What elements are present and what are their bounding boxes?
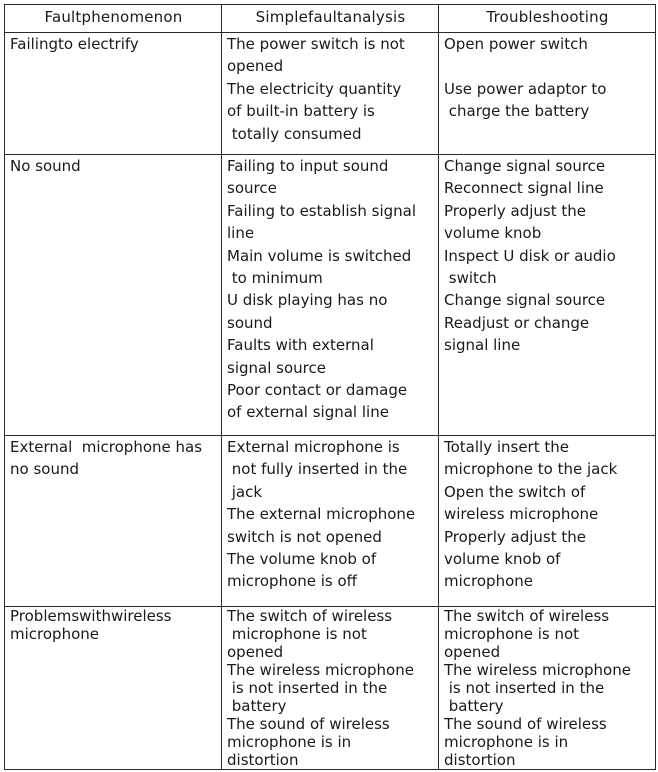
fault-cause-item bbox=[227, 155, 434, 200]
remedy-text: Reconnect signal line bbox=[444, 179, 604, 198]
remedy-text: switch bbox=[444, 269, 497, 288]
fault-cause-text: to minimum bbox=[227, 269, 323, 288]
remedy-text: distortion bbox=[444, 751, 516, 769]
remedy-text: wireless microphone bbox=[444, 505, 599, 524]
fault-cause-text: Poor contact or damage bbox=[227, 381, 408, 400]
fault-cause-text: Main volume is switched bbox=[227, 246, 412, 265]
remedy-item bbox=[444, 481, 651, 526]
fault-cause-item bbox=[227, 289, 434, 334]
remedy-text: The wireless microphone bbox=[444, 661, 631, 679]
fault-cause-text: of built-in battery is bbox=[227, 102, 375, 121]
fault-cause-item bbox=[227, 607, 434, 661]
table-row bbox=[5, 607, 656, 770]
remedy-text: battery bbox=[444, 697, 504, 715]
fault-cause-text: The volume knob of bbox=[227, 550, 377, 569]
fault-cause-item bbox=[227, 436, 434, 503]
table-row bbox=[5, 436, 656, 607]
remedy-text: The switch of wireless bbox=[444, 607, 610, 625]
remedy-item bbox=[444, 33, 651, 55]
remedy-item bbox=[444, 526, 651, 593]
fault-cause-text: battery bbox=[227, 697, 287, 715]
remedy-item bbox=[444, 312, 651, 357]
fault-cause-text: is not inserted in the bbox=[227, 679, 388, 697]
header-row bbox=[5, 5, 656, 33]
remedy-text: Readjust or change bbox=[444, 313, 590, 332]
remedy-item bbox=[444, 607, 651, 661]
remedy-item bbox=[444, 289, 651, 311]
fault-cause-item bbox=[227, 379, 434, 424]
fault-cause-item bbox=[227, 715, 434, 769]
fault-phenomenon-text: microphone bbox=[10, 625, 99, 643]
remedy-text: Open power switch bbox=[444, 35, 588, 53]
fault-analysis-cell bbox=[222, 33, 439, 155]
remedy-text: Totally insert the bbox=[444, 438, 569, 456]
fault-analysis-cell bbox=[222, 607, 439, 770]
remedy-item bbox=[444, 155, 651, 177]
troubleshooting-cell bbox=[439, 436, 656, 607]
fault-cause-item bbox=[227, 661, 434, 715]
remedy-text: Inspect U disk or audio bbox=[444, 246, 616, 265]
table-row bbox=[5, 155, 656, 436]
fault-cause-text: line bbox=[227, 224, 255, 243]
remedy-item bbox=[444, 78, 651, 123]
remedy-item bbox=[444, 661, 651, 715]
remedy-text: Use power adaptor to bbox=[444, 79, 607, 98]
troubleshooting-cell bbox=[439, 607, 656, 770]
fault-phenomenon-text: No sound bbox=[10, 157, 81, 175]
fault-cause-text: microphone is in bbox=[227, 733, 352, 751]
fault-cause-text: The wireless microphone bbox=[227, 661, 414, 679]
fault-cause-text: source bbox=[227, 179, 277, 198]
fault-cause-text: microphone is not bbox=[227, 625, 367, 643]
fault-cause-text: not fully inserted in the bbox=[227, 460, 408, 479]
fault-phenomenon-cell bbox=[5, 33, 222, 155]
fault-cause-text: opened bbox=[227, 57, 284, 76]
fault-phenomenon-text: Problemswithwireless bbox=[10, 607, 172, 625]
fault-cause-text: distortion bbox=[227, 751, 299, 769]
remedy-text: signal line bbox=[444, 336, 521, 355]
fault-cause-text: Failing to input sound bbox=[227, 157, 389, 175]
fault-cause-text: sound bbox=[227, 313, 273, 332]
fault-cause-text: Failing to establish signal bbox=[227, 201, 417, 220]
header-troubleshooting: Troubleshooting bbox=[439, 5, 656, 33]
fault-cause-item bbox=[227, 78, 434, 145]
fault-cause-item bbox=[227, 548, 434, 593]
fault-cause-item bbox=[227, 334, 434, 379]
fault-phenomenon-cell bbox=[5, 436, 222, 607]
fault-cause-text: The sound of wireless bbox=[227, 715, 390, 733]
fault-cause-text: Faults with external bbox=[227, 336, 374, 355]
remedy-item bbox=[444, 177, 651, 199]
remedy-item bbox=[444, 200, 651, 245]
fault-phenomenon-text: Failingto electrify bbox=[10, 35, 139, 53]
remedy-text: Change signal source bbox=[444, 157, 606, 175]
fault-cause-text: jack bbox=[227, 482, 263, 501]
fault-cause-text: The switch of wireless bbox=[227, 607, 393, 625]
remedy-text: volume knob bbox=[444, 224, 542, 243]
fault-cause-text: The electricity quantity bbox=[227, 79, 402, 98]
remedy-text: volume knob of bbox=[444, 550, 561, 569]
spacer bbox=[444, 55, 651, 77]
fault-analysis-cell bbox=[222, 155, 439, 436]
remedy-text: Change signal source bbox=[444, 291, 606, 310]
remedy-text: Properly adjust the bbox=[444, 527, 586, 546]
troubleshooting-cell bbox=[439, 155, 656, 436]
fault-cause-text: microphone is off bbox=[227, 572, 358, 591]
fault-cause-text: External microphone is bbox=[227, 438, 400, 456]
table-row bbox=[5, 33, 656, 155]
fault-cause-item bbox=[227, 33, 434, 78]
remedy-text: Properly adjust the bbox=[444, 201, 586, 220]
fault-cause-text: of external signal line bbox=[227, 403, 389, 422]
remedy-text: microphone bbox=[444, 572, 533, 591]
header-simple-fault-analysis: Simplefaultanalysis bbox=[222, 5, 439, 33]
fault-cause-text: opened bbox=[227, 643, 284, 661]
table-body bbox=[5, 33, 656, 770]
remedy-item bbox=[444, 715, 651, 769]
remedy-text: is not inserted in the bbox=[444, 679, 605, 697]
remedy-text: microphone is not bbox=[444, 625, 580, 643]
fault-analysis-cell bbox=[222, 436, 439, 607]
fault-cause-text: The external microphone bbox=[227, 505, 416, 524]
remedy-text: opened bbox=[444, 643, 501, 661]
fault-cause-text: switch is not opened bbox=[227, 527, 382, 546]
fault-phenomenon-cell bbox=[5, 607, 222, 770]
remedy-text: charge the battery bbox=[444, 102, 590, 121]
fault-cause-text: U disk playing has no bbox=[227, 291, 388, 310]
fault-cause-text: signal source bbox=[227, 358, 326, 377]
remedy-item bbox=[444, 436, 651, 481]
remedy-text: microphone to the jack bbox=[444, 460, 618, 479]
fault-phenomenon-cell bbox=[5, 155, 222, 436]
remedy-text: microphone is in bbox=[444, 733, 569, 751]
table-header bbox=[5, 5, 656, 33]
fault-cause-item bbox=[227, 245, 434, 290]
fault-cause-item bbox=[227, 200, 434, 245]
fault-phenomenon-text: no sound bbox=[10, 460, 79, 479]
remedy-item bbox=[444, 245, 651, 290]
fault-phenomenon-text: External microphone has bbox=[10, 438, 203, 456]
troubleshooting-table bbox=[4, 4, 656, 770]
fault-cause-text: totally consumed bbox=[227, 124, 362, 143]
fault-cause-text: The power switch is not bbox=[227, 35, 405, 53]
fault-cause-item bbox=[227, 503, 434, 548]
remedy-text: The sound of wireless bbox=[444, 715, 607, 733]
header-fault-phenomenon: Faultphenomenon bbox=[5, 5, 222, 33]
troubleshooting-cell bbox=[439, 33, 656, 155]
remedy-text: Open the switch of bbox=[444, 482, 586, 501]
